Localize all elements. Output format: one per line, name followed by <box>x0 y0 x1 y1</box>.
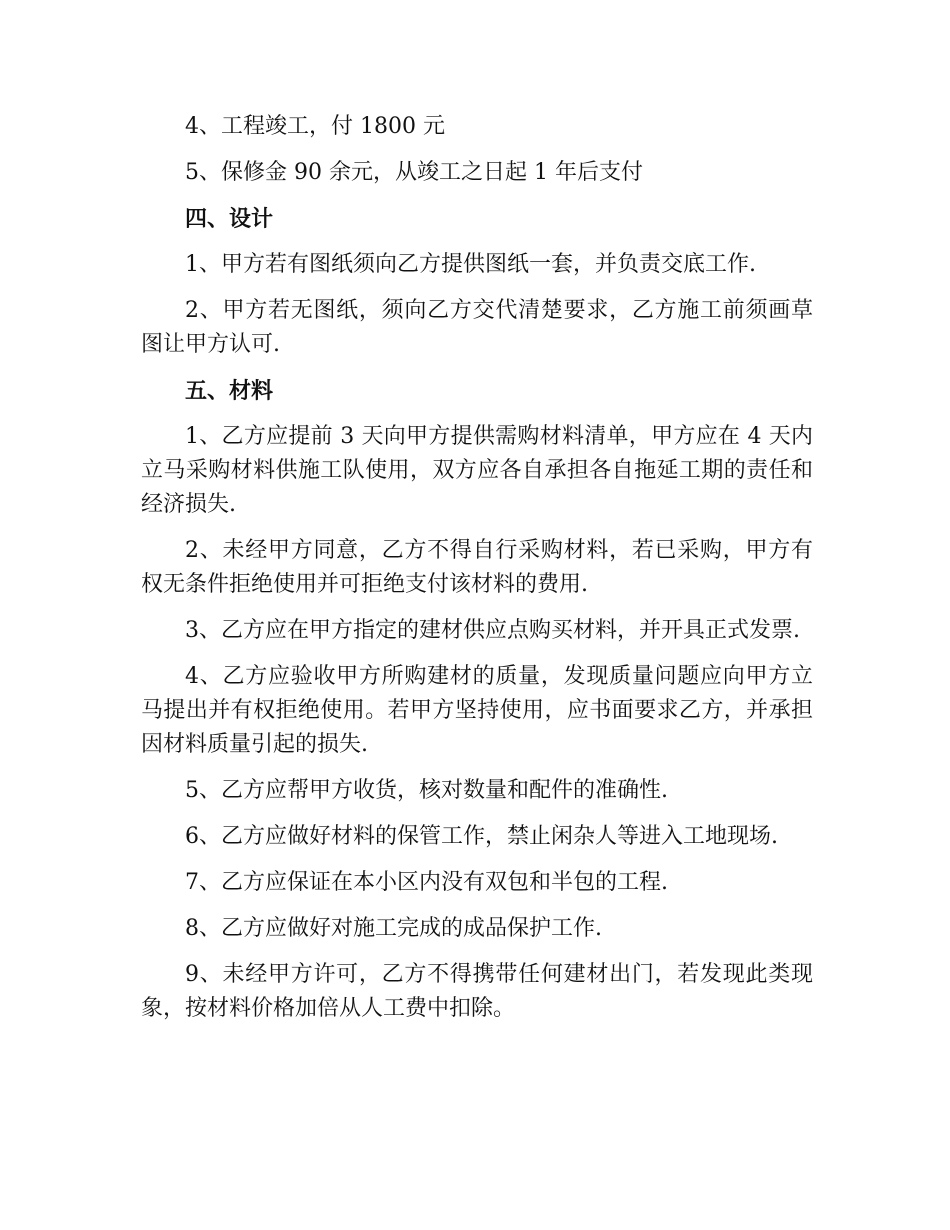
paragraph-materials-receiving: 5、乙方应帮甲方收货，核对数量和配件的准确性. <box>185 778 668 803</box>
paragraph-design-no-drawings: 2、甲方若无图纸，须向乙方交代清楚要求，乙方施工前须画草图让甲方认可. <box>141 298 813 357</box>
paragraph-materials-list: 1、乙方应提前 3 天向甲方提供需购材料清单，甲方应在 4 天内立马采购材料供施工队使用，双方应各自承担各自拖延工期的责任和经济损失. <box>141 424 813 517</box>
paragraph-product-protection: 8、乙方应做好对施工完成的成品保护工作. <box>185 916 602 941</box>
document-body <box>141 110 813 1038</box>
section-heading-design: 四、设计 <box>185 206 274 232</box>
paragraph-no-subcontracting: 7、乙方应保证在本小区内没有双包和半包的工程. <box>185 870 668 895</box>
section-heading-materials: 五、材料 <box>185 378 274 404</box>
paragraph-warranty-deposit: 5、保修金 90 余元，从竣工之日起 1 年后支付 <box>185 160 643 185</box>
paragraph-materials-no-self-purchase: 2、未经甲方同意，乙方不得自行采购材料，若已采购，甲方有权无条件拒绝使用并可拒绝支付该材料的费用. <box>141 538 813 597</box>
paragraph-payment-completion: 4、工程竣工，付 1800 元 <box>185 114 445 139</box>
paragraph-materials-storage: 6、乙方应做好材料的保管工作，禁止闲杂人等进入工地现场. <box>185 824 778 849</box>
paragraph-materials-quality-check: 4、乙方应验收甲方所购建材的质量，发现质量问题应向甲方立马提出并有权拒绝使用。若甲方坚持使用，应书面要求乙方，并承担因材料质量引起的损失. <box>141 664 813 757</box>
paragraph-design-drawings: 1、甲方若有图纸须向乙方提供图纸一套，并负责交底工作. <box>185 252 756 277</box>
paragraph-materials-supplier: 3、乙方应在甲方指定的建材供应点购买材料，并开具正式发票. <box>185 618 800 643</box>
paragraph-no-removal-of-materials: 9、未经甲方许可，乙方不得携带任何建材出门，若发现此类现象，按材料价格加倍从人工费中扣除。 <box>141 962 813 1021</box>
